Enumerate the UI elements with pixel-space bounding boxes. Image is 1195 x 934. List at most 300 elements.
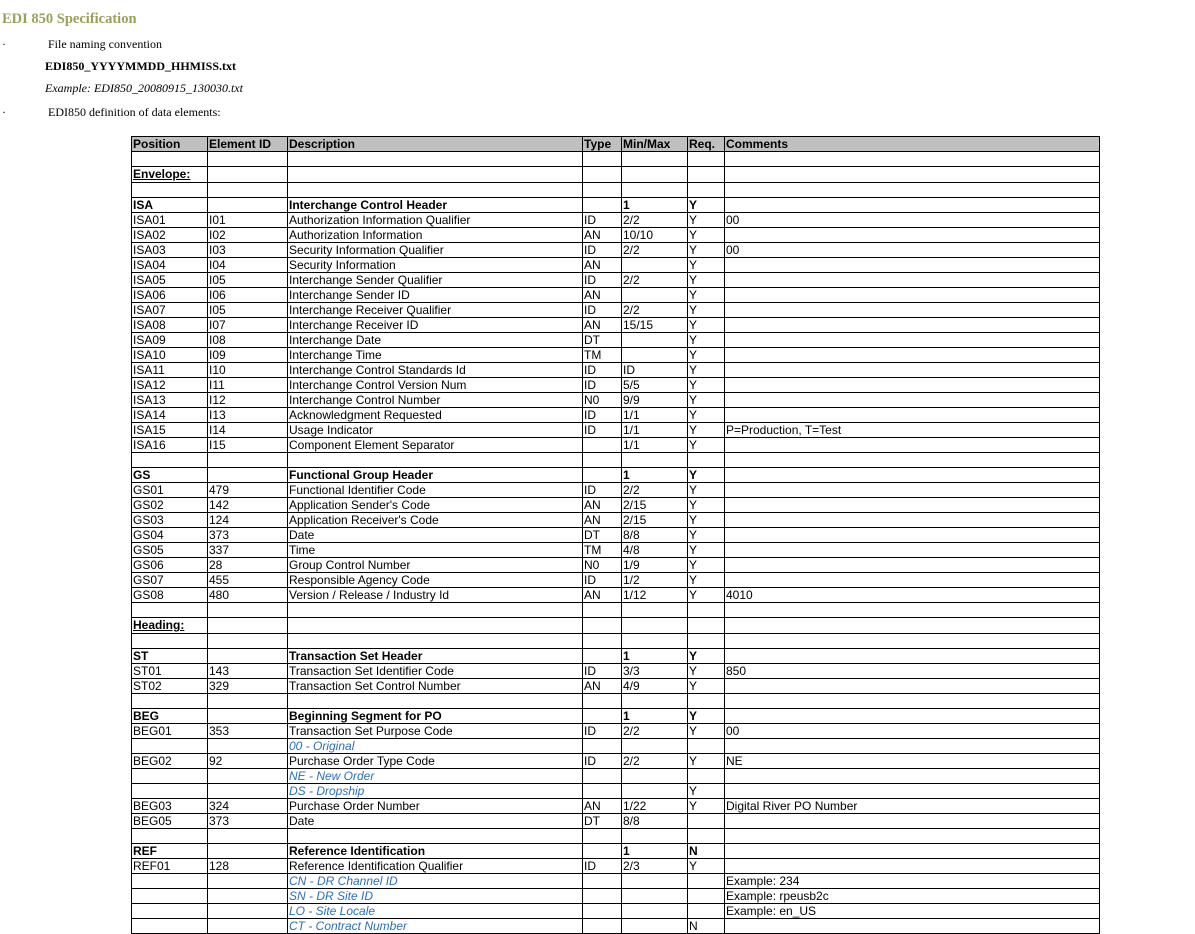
cell-element-id: 128 [208, 859, 288, 874]
segment-row [132, 649, 1100, 664]
cell-description: Application Sender's Code [288, 498, 583, 513]
cell-description: Authorization Information [288, 228, 583, 243]
cell-type: ID [583, 213, 622, 228]
cell-type: N0 [583, 393, 622, 408]
cell-element-id: 337 [208, 543, 288, 558]
cell-req [688, 183, 725, 198]
cell-position [132, 889, 208, 904]
cell-type: DT [583, 333, 622, 348]
cell-position [132, 829, 208, 844]
table-row [132, 333, 1100, 348]
cell-element-id [208, 603, 288, 618]
cell-element-id: 92 [208, 754, 288, 769]
header-description: Description [288, 137, 583, 152]
cell-position: GS01 [132, 483, 208, 498]
table-row [132, 348, 1100, 363]
cell-type [583, 784, 622, 799]
cell-description [288, 183, 583, 198]
cell-position: ISA15 [132, 423, 208, 438]
cell-min-max [622, 829, 688, 844]
cell-description: Beginning Segment for PO [288, 709, 583, 724]
cell-type: ID [583, 363, 622, 378]
cell-description [288, 603, 583, 618]
cell-position: BEG05 [132, 814, 208, 829]
cell-type: AN [583, 588, 622, 603]
section-row [132, 618, 1100, 634]
cell-req: Y [688, 649, 725, 664]
cell-comments [725, 694, 1100, 709]
cell-comments [725, 603, 1100, 618]
cell-min-max: 9/9 [622, 393, 688, 408]
cell-req: Y [688, 213, 725, 228]
cell-req: Y [688, 573, 725, 588]
cell-req [688, 769, 725, 784]
cell-description: Transaction Set Header [288, 649, 583, 664]
cell-element-id: 373 [208, 528, 288, 543]
cell-element-id [208, 889, 288, 904]
cell-req: Y [688, 799, 725, 814]
cell-min-max: 2/2 [622, 483, 688, 498]
cell-comments: 4010 [725, 588, 1100, 603]
cell-description: Interchange Time [288, 348, 583, 363]
segment-row [132, 198, 1100, 213]
cell-comments [725, 829, 1100, 844]
cell-description: Transaction Set Identifier Code [288, 664, 583, 679]
cell-type: DT [583, 814, 622, 829]
cell-comments [725, 558, 1100, 573]
cell-req: Y [688, 679, 725, 694]
cell-element-id: I06 [208, 288, 288, 303]
cell-description: Usage Indicator [288, 423, 583, 438]
table-row [132, 573, 1100, 588]
cell-description: LO - Site Locale [288, 904, 583, 919]
table-row [132, 228, 1100, 243]
cell-comments [725, 183, 1100, 198]
cell-element-id: I10 [208, 363, 288, 378]
cell-element-id [208, 694, 288, 709]
cell-comments [725, 273, 1100, 288]
cell-min-max: 1/1 [622, 438, 688, 453]
cell-type [583, 709, 622, 724]
cell-min-max: 8/8 [622, 814, 688, 829]
cell-req [688, 152, 725, 167]
bullet-text: EDI850 definition of data elements: [48, 105, 221, 119]
table-row [132, 919, 1100, 934]
cell-req [688, 904, 725, 919]
cell-description: Date [288, 528, 583, 543]
cell-element-id [208, 453, 288, 468]
cell-min-max: 2/15 [622, 498, 688, 513]
cell-comments [725, 618, 1100, 634]
cell-req [688, 874, 725, 889]
cell-element-id: I09 [208, 348, 288, 363]
cell-req: Y [688, 498, 725, 513]
cell-type: ID [583, 378, 622, 393]
cell-type [583, 874, 622, 889]
cell-type [583, 438, 622, 453]
cell-description: Interchange Control Header [288, 198, 583, 213]
cell-req: Y [688, 709, 725, 724]
table-row [132, 814, 1100, 829]
cell-req [688, 694, 725, 709]
cell-min-max: 4/8 [622, 543, 688, 558]
cell-req: Y [688, 483, 725, 498]
spacer-row [132, 634, 1100, 649]
spacer-row [132, 453, 1100, 468]
cell-req [688, 814, 725, 829]
cell-comments [725, 573, 1100, 588]
cell-req: Y [688, 363, 725, 378]
cell-comments [725, 468, 1100, 483]
cell-comments [725, 859, 1100, 874]
filename-pattern: EDI850_YYYYMMDD_HHMISS.txt [45, 59, 236, 73]
cell-req: Y [688, 303, 725, 318]
cell-req [688, 634, 725, 649]
cell-type: DT [583, 528, 622, 543]
table-row [132, 679, 1100, 694]
cell-min-max: ID [622, 363, 688, 378]
cell-position [132, 919, 208, 934]
table-row [132, 528, 1100, 543]
cell-type [583, 618, 622, 634]
bullet-text: File naming convention [48, 37, 162, 51]
table-row [132, 889, 1100, 904]
cell-comments: 00 [725, 243, 1100, 258]
cell-req [688, 603, 725, 618]
table-row [132, 859, 1100, 874]
cell-description: Time [288, 543, 583, 558]
cell-position: BEG [132, 709, 208, 724]
cell-description: Group Control Number [288, 558, 583, 573]
cell-element-id: I03 [208, 243, 288, 258]
cell-type: AN [583, 318, 622, 333]
cell-type: AN [583, 679, 622, 694]
cell-comments [725, 513, 1100, 528]
cell-min-max: 10/10 [622, 228, 688, 243]
cell-type: AN [583, 228, 622, 243]
table-row [132, 438, 1100, 453]
cell-min-max: 2/2 [622, 243, 688, 258]
cell-position: BEG02 [132, 754, 208, 769]
cell-comments [725, 152, 1100, 167]
cell-comments [725, 198, 1100, 213]
cell-min-max: 1 [622, 649, 688, 664]
cell-description: Functional Group Header [288, 468, 583, 483]
cell-description: Interchange Control Number [288, 393, 583, 408]
cell-element-id: 143 [208, 664, 288, 679]
cell-position: ISA04 [132, 258, 208, 273]
cell-min-max: 2/2 [622, 754, 688, 769]
cell-type [583, 919, 622, 934]
cell-position: REF01 [132, 859, 208, 874]
cell-type: ID [583, 273, 622, 288]
cell-req [688, 453, 725, 468]
table-row [132, 393, 1100, 408]
cell-comments: Example: rpeusb2c [725, 889, 1100, 904]
cell-element-id: I05 [208, 273, 288, 288]
cell-req: Y [688, 558, 725, 573]
cell-req: Y [688, 393, 725, 408]
cell-req: Y [688, 273, 725, 288]
cell-type: AN [583, 513, 622, 528]
header-req: Req. [688, 137, 725, 152]
cell-position: ST01 [132, 664, 208, 679]
table-row [132, 213, 1100, 228]
cell-position: GS06 [132, 558, 208, 573]
cell-min-max: 1/9 [622, 558, 688, 573]
table-row [132, 874, 1100, 889]
cell-position: GS04 [132, 528, 208, 543]
cell-position: ISA08 [132, 318, 208, 333]
cell-comments [725, 769, 1100, 784]
cell-comments [725, 453, 1100, 468]
cell-element-id: I02 [208, 228, 288, 243]
cell-comments: 00 [725, 724, 1100, 739]
cell-description: DS - Dropship [288, 784, 583, 799]
table-row [132, 303, 1100, 318]
cell-min-max: 2/2 [622, 303, 688, 318]
table-row [132, 483, 1100, 498]
cell-description: Transaction Set Purpose Code [288, 724, 583, 739]
cell-min-max [622, 152, 688, 167]
cell-description: Date [288, 814, 583, 829]
cell-comments [725, 378, 1100, 393]
spacer-row [132, 603, 1100, 618]
segment-row [132, 468, 1100, 483]
cell-element-id [208, 709, 288, 724]
cell-min-max [622, 603, 688, 618]
cell-type [583, 634, 622, 649]
cell-type: ID [583, 859, 622, 874]
cell-comments: NE [725, 754, 1100, 769]
cell-element-id: I08 [208, 333, 288, 348]
cell-min-max: 2/15 [622, 513, 688, 528]
cell-min-max: 2/2 [622, 273, 688, 288]
cell-min-max: 15/15 [622, 318, 688, 333]
cell-comments [725, 258, 1100, 273]
cell-position [132, 904, 208, 919]
cell-element-id [208, 468, 288, 483]
table-row [132, 904, 1100, 919]
cell-min-max: 1 [622, 468, 688, 483]
cell-element-id: 455 [208, 573, 288, 588]
cell-element-id [208, 769, 288, 784]
spacer-row [132, 694, 1100, 709]
cell-position [132, 694, 208, 709]
cell-min-max [622, 904, 688, 919]
table-row [132, 243, 1100, 258]
spacer-row [132, 183, 1100, 198]
cell-min-max [622, 288, 688, 303]
cell-req: Y [688, 258, 725, 273]
cell-description: Version / Release / Industry Id [288, 588, 583, 603]
cell-description: Interchange Receiver ID [288, 318, 583, 333]
cell-element-id: 28 [208, 558, 288, 573]
cell-min-max [622, 694, 688, 709]
cell-min-max [622, 919, 688, 934]
cell-min-max [622, 183, 688, 198]
cell-req: Y [688, 228, 725, 243]
cell-comments [725, 438, 1100, 453]
cell-type: ID [583, 573, 622, 588]
cell-type: ID [583, 423, 622, 438]
cell-min-max: 8/8 [622, 528, 688, 543]
cell-comments [725, 844, 1100, 859]
cell-comments [725, 634, 1100, 649]
bullet-symbol: · [2, 37, 6, 51]
cell-element-id: 329 [208, 679, 288, 694]
cell-comments [725, 483, 1100, 498]
cell-min-max: 1 [622, 844, 688, 859]
cell-element-id [208, 634, 288, 649]
cell-min-max [622, 634, 688, 649]
cell-element-id: I01 [208, 213, 288, 228]
cell-description: Reference Identification [288, 844, 583, 859]
bullet-symbol: · [2, 105, 6, 119]
cell-min-max: 1 [622, 198, 688, 213]
table-row [132, 258, 1100, 273]
spacer-row [132, 152, 1100, 167]
spacer-row [132, 829, 1100, 844]
cell-position: ISA02 [132, 228, 208, 243]
cell-type [583, 694, 622, 709]
cell-type [583, 769, 622, 784]
cell-comments [725, 303, 1100, 318]
cell-description [288, 618, 583, 634]
cell-req: Y [688, 724, 725, 739]
cell-min-max: 1/22 [622, 799, 688, 814]
cell-position: ISA [132, 198, 208, 213]
cell-description [288, 829, 583, 844]
cell-min-max [622, 874, 688, 889]
cell-element-id [208, 618, 288, 634]
cell-position: ISA11 [132, 363, 208, 378]
table-row [132, 423, 1100, 438]
cell-req: Y [688, 423, 725, 438]
cell-type [583, 198, 622, 213]
cell-type [583, 739, 622, 754]
cell-position: ISA10 [132, 348, 208, 363]
cell-position: ISA13 [132, 393, 208, 408]
cell-description: Functional Identifier Code [288, 483, 583, 498]
cell-min-max [622, 889, 688, 904]
cell-type [583, 889, 622, 904]
cell-description [288, 167, 583, 183]
cell-description: Security Information Qualifier [288, 243, 583, 258]
cell-position: GS05 [132, 543, 208, 558]
cell-element-id [208, 152, 288, 167]
cell-comments [725, 318, 1100, 333]
cell-element-id: 353 [208, 724, 288, 739]
cell-element-id: I04 [208, 258, 288, 273]
cell-req: Y [688, 468, 725, 483]
cell-type [583, 167, 622, 183]
cell-description: CT - Contract Number [288, 919, 583, 934]
cell-type [583, 152, 622, 167]
cell-req [688, 889, 725, 904]
cell-type: ID [583, 754, 622, 769]
cell-comments [725, 543, 1100, 558]
cell-min-max [622, 333, 688, 348]
cell-description: NE - New Order [288, 769, 583, 784]
cell-element-id: I07 [208, 318, 288, 333]
header-type: Type [583, 137, 622, 152]
cell-min-max [622, 769, 688, 784]
cell-element-id: I12 [208, 393, 288, 408]
cell-req: Y [688, 198, 725, 213]
segment-row [132, 844, 1100, 859]
cell-comments [725, 333, 1100, 348]
cell-type: TM [583, 543, 622, 558]
cell-description: Interchange Receiver Qualifier [288, 303, 583, 318]
cell-element-id: I13 [208, 408, 288, 423]
table-row [132, 273, 1100, 288]
cell-position [132, 784, 208, 799]
cell-req: Y [688, 859, 725, 874]
cell-position: ISA03 [132, 243, 208, 258]
cell-description: Responsible Agency Code [288, 573, 583, 588]
cell-req: Y [688, 348, 725, 363]
cell-position [132, 634, 208, 649]
cell-req: Y [688, 543, 725, 558]
cell-type: ID [583, 408, 622, 423]
cell-min-max: 2/2 [622, 213, 688, 228]
cell-comments [725, 498, 1100, 513]
cell-description: SN - DR Site ID [288, 889, 583, 904]
cell-position: BEG01 [132, 724, 208, 739]
cell-type [583, 453, 622, 468]
cell-min-max [622, 784, 688, 799]
table-row [132, 799, 1100, 814]
cell-position: ISA05 [132, 273, 208, 288]
cell-min-max: 2/3 [622, 859, 688, 874]
cell-comments: P=Production, T=Test [725, 423, 1100, 438]
cell-element-id: I14 [208, 423, 288, 438]
cell-element-id [208, 919, 288, 934]
cell-type: ID [583, 303, 622, 318]
cell-element-id: 373 [208, 814, 288, 829]
cell-element-id [208, 784, 288, 799]
cell-description: Reference Identification Qualifier [288, 859, 583, 874]
cell-type: TM [583, 348, 622, 363]
cell-description: Interchange Date [288, 333, 583, 348]
cell-position: ST [132, 649, 208, 664]
cell-req: Y [688, 513, 725, 528]
table-row [132, 754, 1100, 769]
cell-req [688, 739, 725, 754]
cell-type [583, 603, 622, 618]
cell-min-max: 1 [622, 709, 688, 724]
cell-position: ST02 [132, 679, 208, 694]
cell-min-max: 1/1 [622, 423, 688, 438]
cell-description: CN - DR Channel ID [288, 874, 583, 889]
cell-comments [725, 679, 1100, 694]
segment-row [132, 709, 1100, 724]
cell-req: N [688, 844, 725, 859]
cell-position [132, 874, 208, 889]
cell-req [688, 167, 725, 183]
cell-comments: Example: 234 [725, 874, 1100, 889]
cell-comments: 00 [725, 213, 1100, 228]
cell-comments [725, 288, 1100, 303]
cell-min-max [622, 348, 688, 363]
cell-position: ISA09 [132, 333, 208, 348]
cell-element-id [208, 844, 288, 859]
cell-position: ISA16 [132, 438, 208, 453]
cell-req [688, 618, 725, 634]
cell-comments [725, 348, 1100, 363]
cell-position: BEG03 [132, 799, 208, 814]
